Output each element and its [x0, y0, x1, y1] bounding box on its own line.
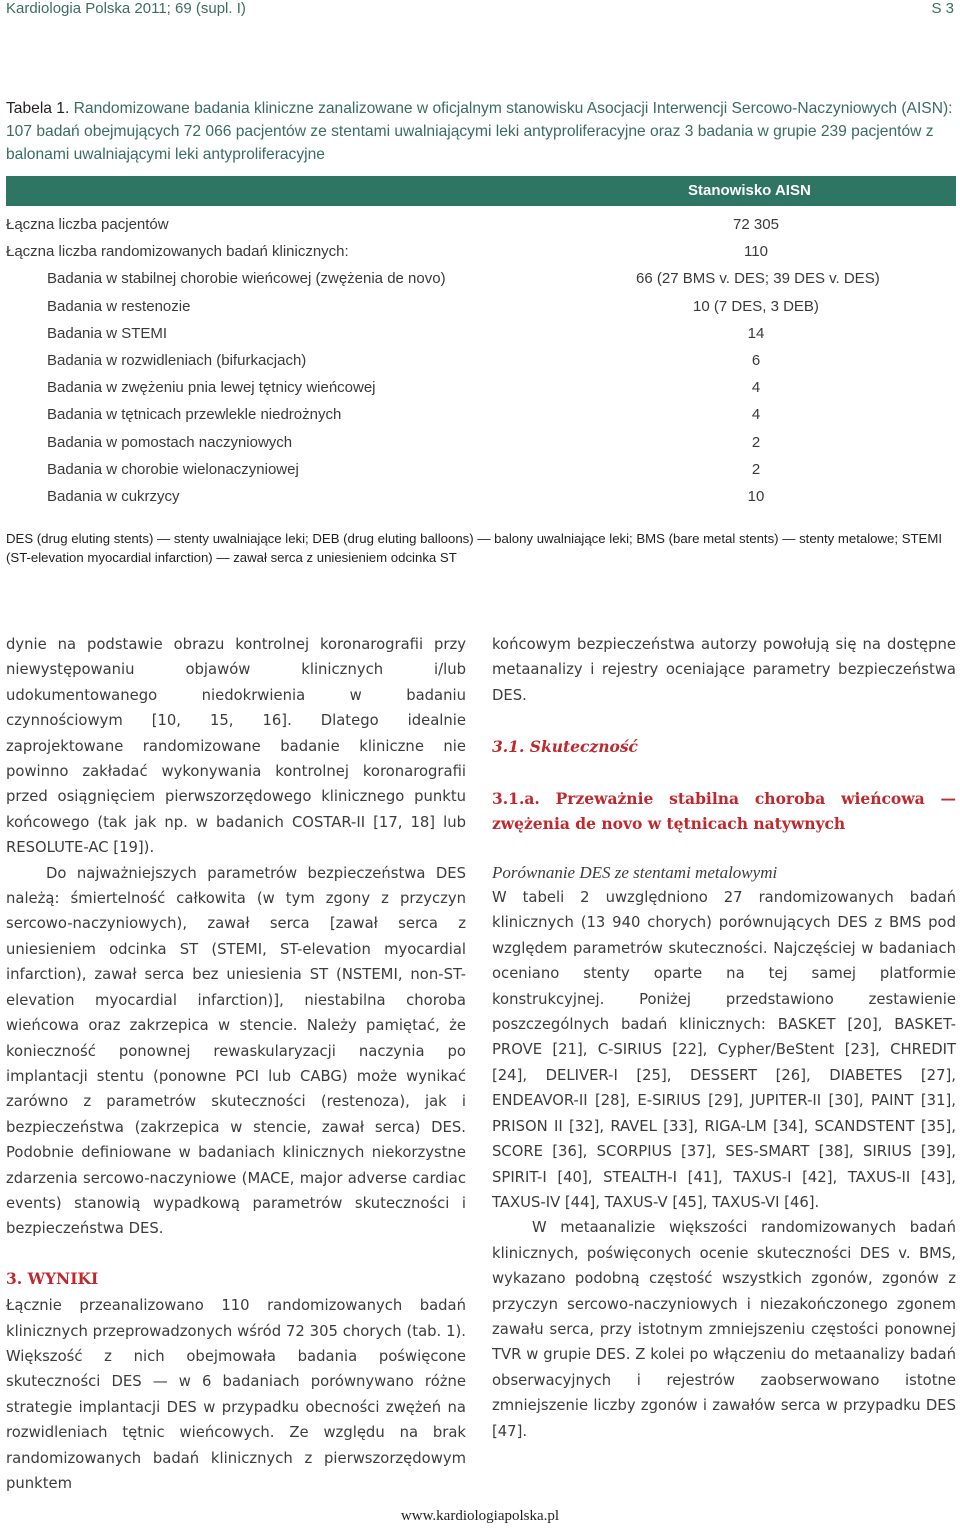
table-header-bar: [6, 176, 956, 206]
table-row: [6, 216, 956, 238]
row-value: 110: [744, 243, 768, 261]
subsection-title: 3.1. Skuteczność: [492, 737, 638, 757]
table-footnote: DES (drug eluting stents) — stenty uwalniające leki; DEB (drug eluting balloons) — balony uwalniające leki; BMS (bare metal stents) — stenty metalowe; STEMI (ST-elevation myocardial infarction) — zawał serca z uniesieniem odcinka ST: [6, 531, 942, 565]
table-row: [6, 434, 956, 456]
results-table: [6, 176, 956, 505]
row-label: Badania w cukrzycy: [47, 488, 180, 505]
row-value: 4: [751, 379, 761, 397]
row-label: Badania w tętnicach przewlekle niedrożnych: [47, 406, 342, 424]
row-value: 2: [751, 433, 761, 451]
row-value: 10: [747, 488, 765, 505]
row-value: 6: [751, 352, 761, 369]
paragraph: W tabeli 2 uwzględniono 27 randomizowanych badań klinicznych (13 940 chorych) porównujących DES z BMS pod względem parametrów skuteczności. Najczęściej w badaniach oceniano stenty oparte na tej samej platformie konstrukcyjnej. Poniżej przedstawiono zestawienie poszczególnych badań klinicznych: BASKET [20], BASKET-PROVE [21], C-SIRIUS [22], Cypher/BeStent [23], CHREDIT [24], DELIVER-I [25], DESSERT [26], DIABETES [27], ENDEAVOR-II [28], E-SIRIUS [29], JUPITER-II [30], PAINT [31], PRISON II [32], RAVEL [33], RIGA-LM [34], SCANDSTENT [35], SCORE [36], SCORPIUS [37], SES-SMART [38], SIRIUS [39], SPIRIT-I [40], STEALTH-I [41], TAXUS-I [42], TAXUS-II [43], TAXUS-IV [44], TAXUS-V [45], TAXUS-VI [46].: [492, 889, 956, 1211]
table-label: Tabela 1.: [6, 100, 70, 117]
right-column: [492, 632, 956, 1444]
paragraph: Łącznie przeanalizowano 110 randomizowanych badań klinicznych przeprowadzonych wśród 72 305 chorych (tab. 1). Większość z nich obejmowała badania poświęcone skuteczności DES — w 6 badaniach porównywano różne strategie implantacji DES w przypadku obecności zwężeń na rozwidleniach tętnic wieńcowych. Ze względu na brak randomizowanych badań klinicznych z pierwszorzędowym punktem: [6, 1297, 466, 1492]
paragraph: Do najważniejszych parametrów bezpieczeństwa DES należą: śmiertelność całkowita (w tym zgony z przyczyn sercowo-naczyniowych), zawał serca [zawał serca z uniesieniem odcinka ST (STEMI, ST-elevation myocardial infarction), zawał serca bez uniesienia ST (NSTEMI, non-ST-elevation myocardial infarction)], niestabilna choroba wieńcowa oraz zakrzepica w stencie. Należy pamiętać, że konieczność ponownej rewaskularyzacji naczynia po implantacji stentu (ponowne PCI lub CABG) może wynikać zarówno z parametrów skuteczności (restenoza), jak i bezpieczeństwa (zakrzepica w stencie, zawał serca) DES. Podobnie definiowane w badaniach klinicznych niekorzystne zdarzenia sercowo-naczyniowe (MACE, major adverse cardiac events) stanowią wypadkową parametrów skuteczności i bezpieczeństwa DES.: [6, 864, 466, 1238]
row-value: 14: [747, 324, 765, 342]
left-column: [6, 632, 466, 1496]
table-row: [6, 298, 956, 320]
row-label: Badania w zwężeniu pnia lewej tętnicy wieńcowej: [47, 379, 376, 397]
paragraph: dynie na podstawie obrazu kontrolnej koronarografii przy niewystępowaniu objawów klinicznych i/lub udokumentowanego niedokrwienia w badaniu czynnościowym [10, 15, 16]. Dlatego idealnie zaprojektowane randomizowane badanie kliniczne nie powinno zakładać wykonywania kontrolnej koronarografii przed osiągnięciem pierwszorzędowego klinicznego punktu końcowego (tak jak np. w badanich COSTAR-II [17, 18] lub RESOLUTE-AC [19]).: [6, 636, 466, 857]
paragraph: W metaanalizie większości randomizowanych badań klinicznych, poświęconych ocenie skuteczności DES v. BMS, wykazano podobną częstość wszystkich zgonów, zgonów z przyczyn sercowo-naczyniowych i niezakończonego zgonem zawału serca, przy istotnym zmniejszeniu częstości ponownej TVR w grupie DES. Z kolei po włączeniu do metaanalizy badań obserwacyjnych i rejestrów zaobserwowano istotne zmniejszenie liczby zgonów i zawałów serca w przypadku DES [47].: [492, 1219, 956, 1440]
section-title: 3. WYNIKI: [6, 1268, 99, 1288]
subheading: Porównanie DES ze stentami metalowymi: [492, 862, 778, 882]
table-row: [6, 352, 956, 374]
row-label: Badania w pomostach naczyniowych: [47, 433, 293, 451]
table-row: [6, 461, 956, 483]
table-row: [6, 488, 956, 510]
row-value: 4: [751, 406, 761, 424]
row-label: Badania w chorobie wielonaczyniowej: [47, 460, 299, 478]
table-row: [6, 379, 956, 401]
journal-header: Kardiologia Polska 2011; 69 (supl. I): [6, 0, 246, 17]
row-label: Łączna liczba randomizowanych badań klinicznych:: [6, 243, 349, 261]
row-label: Badania w restenozie: [47, 297, 191, 315]
table-row: [6, 406, 956, 428]
subsubsection-title: 3.1.a. Przeważnie stabilna choroba wieńcowa — zwężenia de novo w tętnicach natywnych: [492, 788, 956, 833]
row-label: Badania w STEMI: [47, 324, 168, 342]
table-row: [6, 243, 956, 265]
page-number: S 3: [931, 0, 954, 17]
paragraph: końcowym bezpieczeństwa autorzy powołują się na dostępne metaanalizy i rejestry oceniające parametry bezpieczeństwa DES.: [492, 636, 956, 704]
table-row: [6, 270, 956, 292]
row-label: Badania w rozwidleniach (bifurkacjach): [47, 352, 307, 369]
row-label: Łączna liczba pacjentów: [6, 216, 169, 233]
row-value: 66 (27 BMS v. DES; 39 DES v. DES): [636, 270, 880, 288]
column-header: Stanowisko AISN: [688, 182, 811, 199]
footer-url: www.kardiologiapolska.pl: [400, 1508, 560, 1524]
table-row: [6, 325, 956, 347]
row-value: 10 (7 DES, 3 DEB): [693, 297, 819, 315]
row-value: 2: [751, 460, 761, 478]
table-caption: [6, 97, 954, 166]
row-label: Badania w stabilnej chorobie wieńcowej (zwężenia de novo): [47, 270, 446, 288]
table-caption-text: Randomizowane badania kliniczne zanalizowane w oficjalnym stanowisku Asocjacji Interwencji Sercowo-Naczyniowych (AISN): 107 badań obejmujących 72 066 pacjentów ze stentami uwalniającymi leki antyproliferacyjne oraz 3 badania w grupie 239 pacjentów z balonami uwalniającymi leki antyproliferacyjne: [6, 100, 953, 163]
row-value: 72 305: [733, 216, 779, 233]
